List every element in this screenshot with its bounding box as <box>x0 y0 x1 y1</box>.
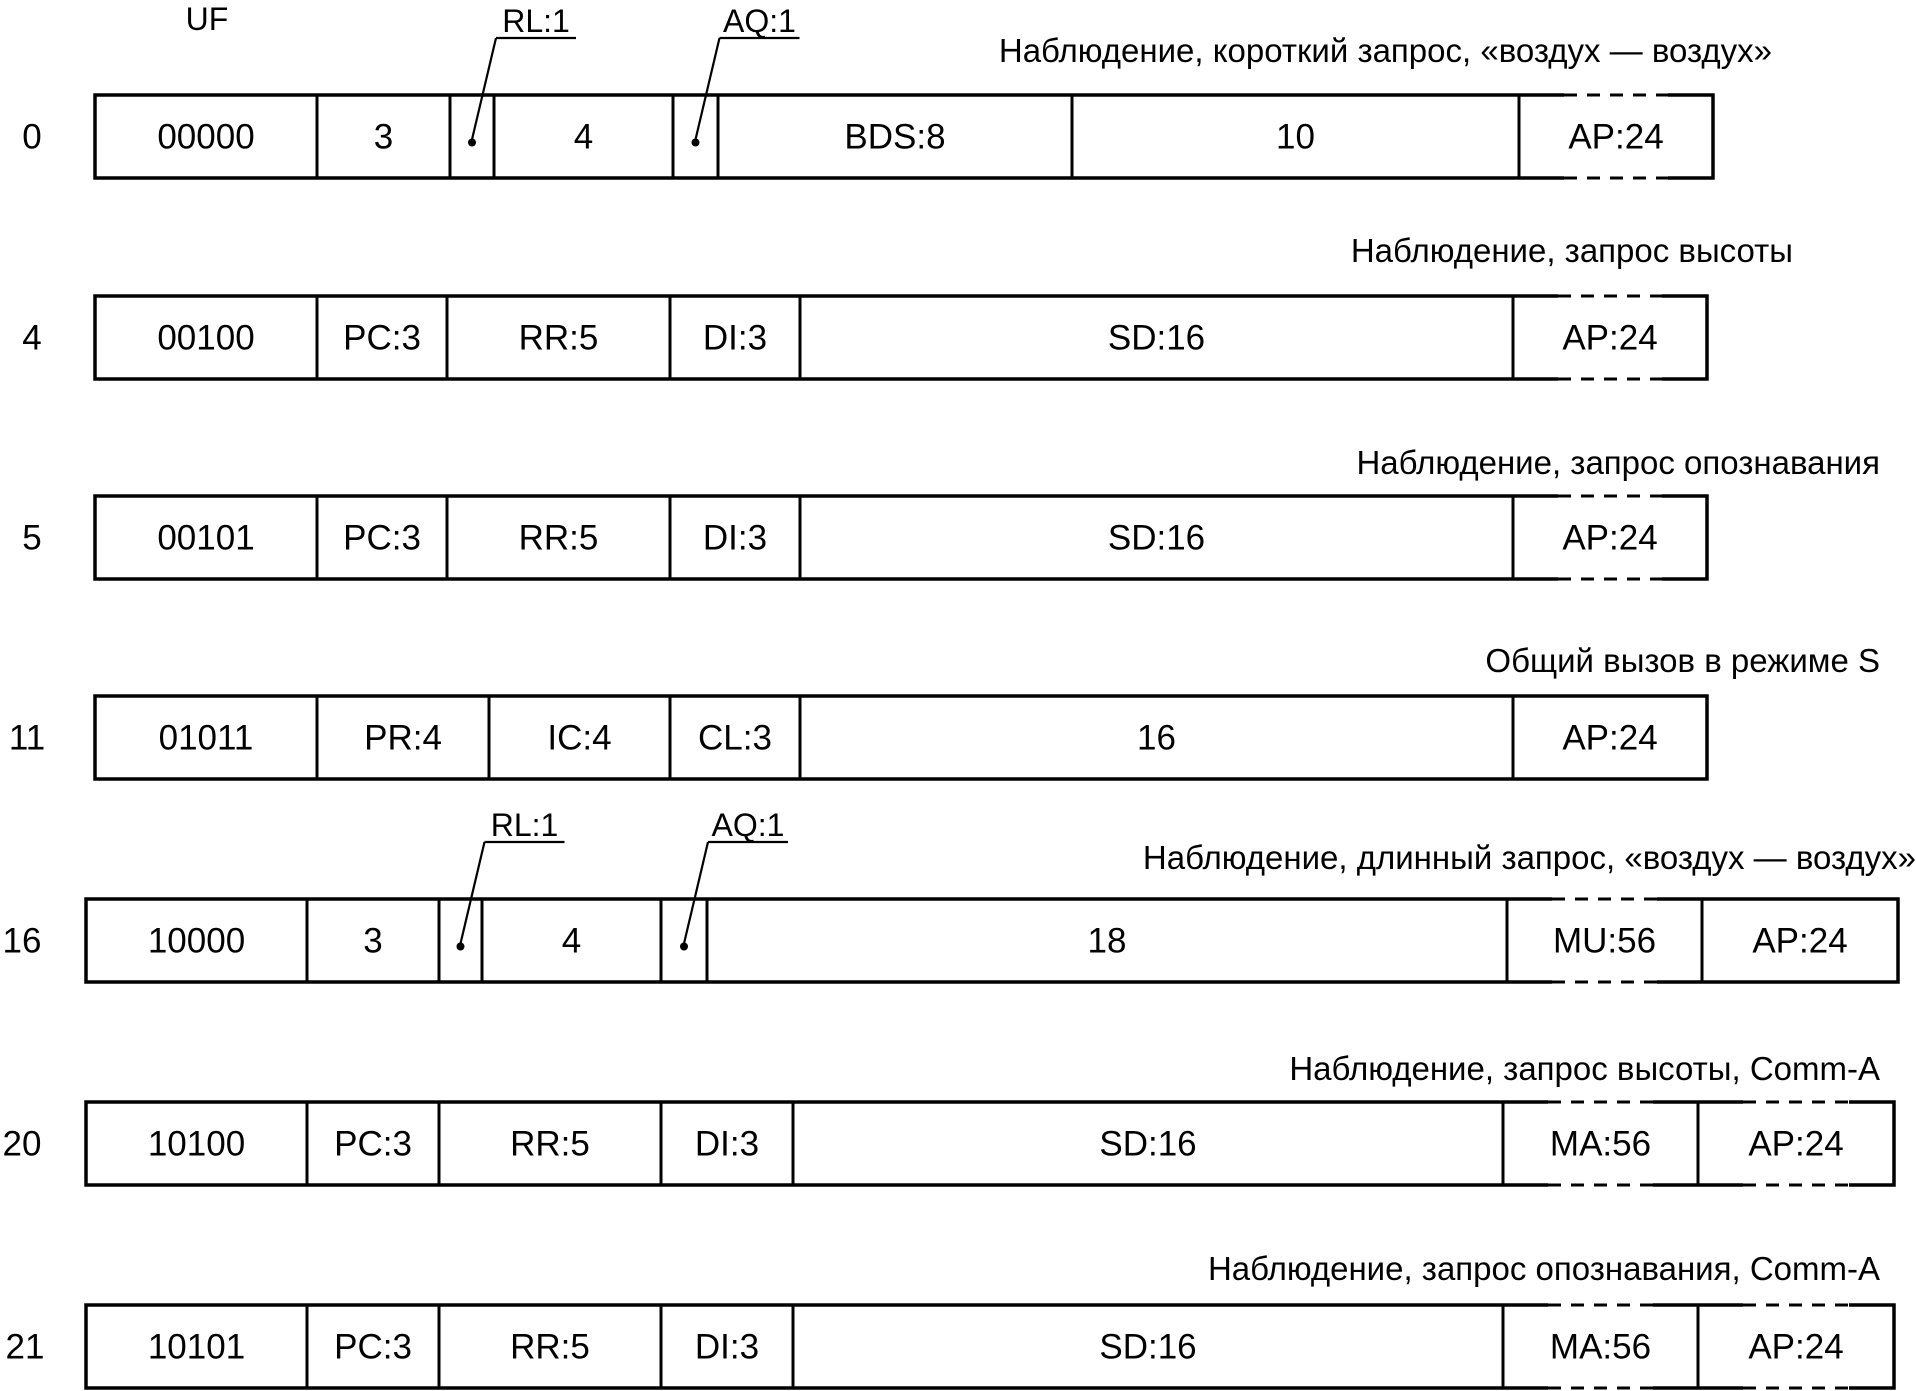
field-sd-16: SD:16 <box>1099 1327 1197 1367</box>
format-rows <box>3 3 1916 1388</box>
uf-number: 0 <box>22 117 42 157</box>
format-title: Наблюдение, запрос опознавания <box>1356 444 1880 481</box>
format-row-uf-20 <box>3 1050 1894 1185</box>
field-cl-3: CL:3 <box>698 718 772 758</box>
field-ma-56: MA:56 <box>1549 1327 1652 1367</box>
field-pc-3: PC:3 <box>343 318 421 358</box>
field-sd-16: SD:16 <box>1099 1124 1197 1164</box>
field-ap-24: AP:24 <box>1562 718 1658 758</box>
field-di-3: DI:3 <box>702 318 768 358</box>
format-title: Общий вызов в режиме S <box>1485 642 1880 679</box>
field-pr-4: PR:4 <box>364 718 442 758</box>
field-10100: 10100 <box>147 1124 246 1164</box>
format-title: Наблюдение, запрос опознавания, Comm-A <box>1207 1250 1880 1287</box>
format-frame <box>95 296 1707 379</box>
uf-number: 16 <box>2 921 42 961</box>
field-rr-5: RR:5 <box>510 1327 590 1367</box>
uf-number: 4 <box>22 318 42 358</box>
field-3: 3 <box>363 921 383 961</box>
field-sd-16: SD:16 <box>1107 518 1206 558</box>
field-3: 3 <box>373 117 394 157</box>
flag-label-rl-1: RL:1 <box>490 807 559 843</box>
field-10: 10 <box>1276 117 1315 157</box>
field-18: 18 <box>1087 921 1127 961</box>
field-ap-24: AP:24 <box>1748 1124 1844 1164</box>
field-rr-5: RR:5 <box>518 518 599 558</box>
field-16: 16 <box>1137 718 1176 758</box>
format-title: Наблюдение, короткий запрос, «воздух — воздух» <box>998 32 1772 69</box>
field-pc-3: PC:3 <box>334 1327 412 1367</box>
field-bds-8: BDS:8 <box>844 117 946 157</box>
flag-label-rl-1: RL:1 <box>502 3 570 39</box>
field-ap-24: AP:24 <box>1562 318 1658 358</box>
field-pc-3: PC:3 <box>343 518 421 558</box>
flag-dot <box>680 943 688 951</box>
format-row-uf-21 <box>6 1250 1894 1388</box>
field-rr-5: RR:5 <box>510 1124 590 1164</box>
field-di-3: DI:3 <box>694 1124 760 1164</box>
uf-number: 21 <box>5 1327 45 1367</box>
flag-dot <box>468 139 476 147</box>
format-row-uf-0 <box>22 3 1772 178</box>
format-row-uf-5 <box>22 444 1880 579</box>
field-di-3: DI:3 <box>702 518 768 558</box>
format-row-uf-16 <box>3 807 1916 982</box>
field-rr-5: RR:5 <box>518 318 599 358</box>
field-00101: 00101 <box>157 518 255 558</box>
flag-dot <box>692 139 700 147</box>
field-10101: 10101 <box>147 1327 246 1367</box>
flag-dot <box>457 943 465 951</box>
format-frame <box>95 696 1707 779</box>
field-4: 4 <box>561 921 582 961</box>
format-title: Наблюдение, запрос высоты <box>1350 232 1793 269</box>
flag-label-aq-1: AQ:1 <box>711 807 785 843</box>
format-title: Наблюдение, запрос высоты, Comm-A <box>1289 1050 1880 1087</box>
field-ap-24: AP:24 <box>1562 518 1658 558</box>
field-di-3: DI:3 <box>694 1327 760 1367</box>
field-00100: 00100 <box>157 318 255 358</box>
field-sd-16: SD:16 <box>1107 318 1206 358</box>
field-ic-4: IC:4 <box>547 718 612 758</box>
format-row-uf-4 <box>22 232 1793 379</box>
field-00000: 00000 <box>157 117 255 157</box>
field-ap-24: AP:24 <box>1748 1327 1844 1367</box>
field-4: 4 <box>573 117 594 157</box>
field-ma-56: MA:56 <box>1549 1124 1652 1164</box>
flag-label-aq-1: AQ:1 <box>723 3 796 39</box>
field-ap-24: AP:24 <box>1752 921 1848 961</box>
field-mu-56: MU:56 <box>1552 921 1657 961</box>
field-pc-3: PC:3 <box>334 1124 412 1164</box>
uf-number: 5 <box>22 518 42 558</box>
field-ap-24: AP:24 <box>1568 117 1664 157</box>
uf-number: 11 <box>8 718 46 758</box>
field-10000: 10000 <box>147 921 246 961</box>
field-01011: 01011 <box>158 718 254 758</box>
uf-number: 20 <box>2 1124 42 1164</box>
format-row-uf-11 <box>9 642 1880 779</box>
format-frame <box>95 496 1707 579</box>
uf-column-header: UF <box>185 1 229 37</box>
format-title: Наблюдение, длинный запрос, «воздух — воздух» <box>1142 839 1916 876</box>
